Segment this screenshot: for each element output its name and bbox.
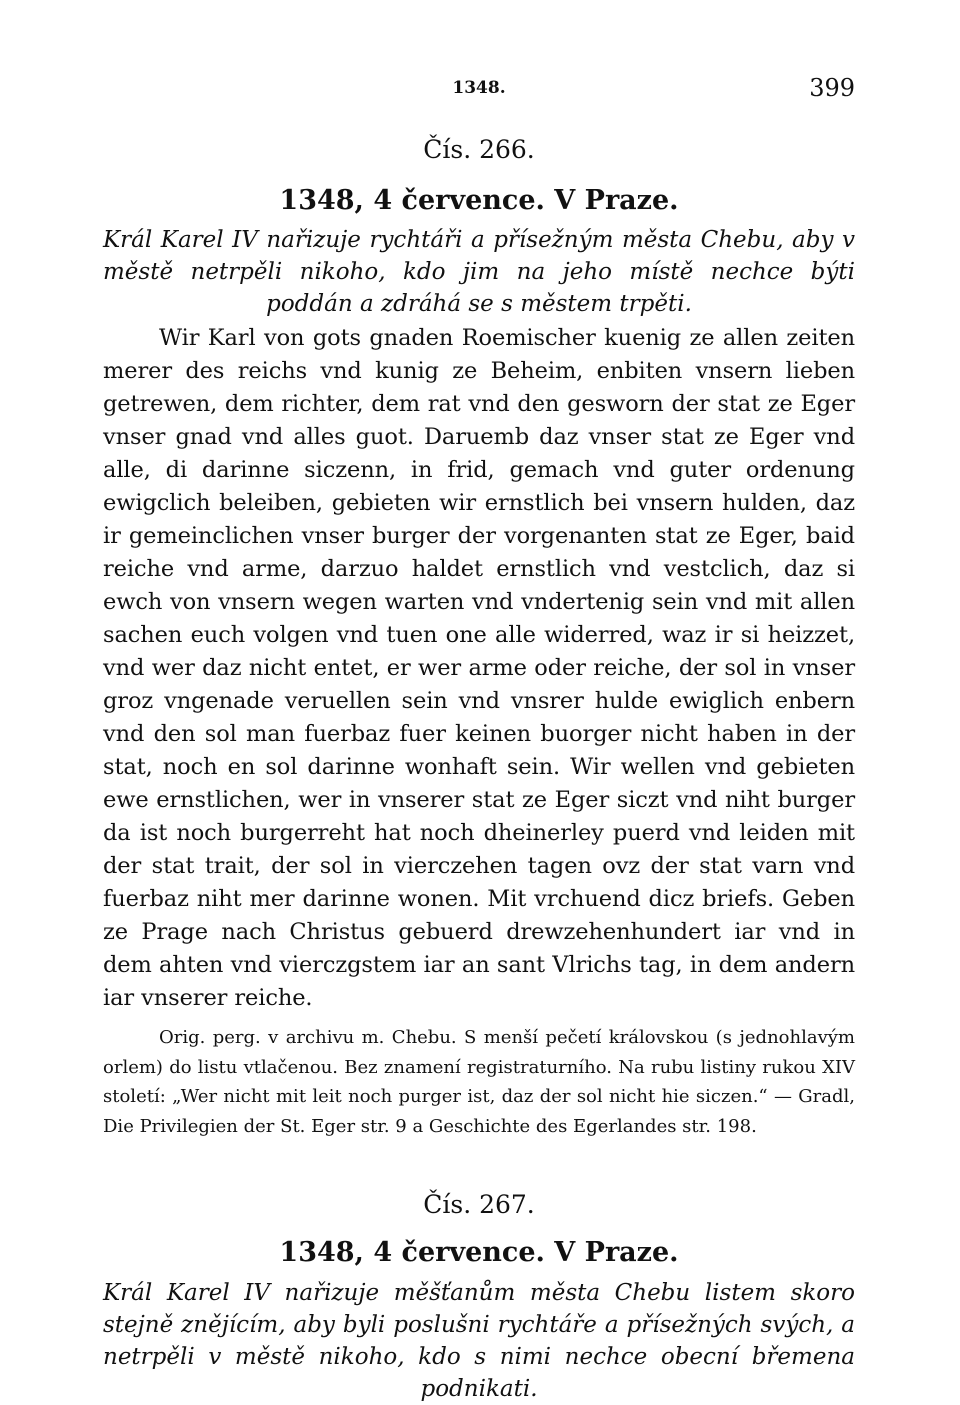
document-267 xyxy=(103,1187,855,1405)
regest-summary: Král Karel IV nařizuje rychtáři a přísežným města Chebu, aby v městě netrpěli nikoho, kdo jim na jeho místě nechce býti poddán a zdráhá se s městem trpěti. xyxy=(103,227,855,317)
page-number: 399 xyxy=(809,74,855,102)
book-page xyxy=(103,70,855,1405)
regest-summary: Král Karel IV nařizuje měšťanům města Chebu listem skoro stejně znějícím, aby byli poslušni rychtáře a přísežných svých, a netrpěli v městě nikoho, kdo s nimi nechce obecní břemena podnikati. xyxy=(103,1280,855,1402)
document-date-place: 1348, 4 července. V Praze. xyxy=(279,1237,679,1268)
running-header xyxy=(103,70,855,110)
document-number: Čís. 266. xyxy=(423,135,535,164)
document-266 xyxy=(103,132,855,1141)
archival-note: Orig. perg. v archivu m. Chebu. S menší pečetí královskou (s jednohlavým orlem) do listu vtlačenou. Bez znamení registraturního. Na rubu listiny rukou XIV století: „Wer nicht mit leit noch purger ist, daz der sol nicht hie siczen.“ — Gradl, Die Privilegien der St. Eger str. 9 a Geschichte des Egerlandes str. 198. xyxy=(103,1027,855,1137)
document-date-place: 1348, 4 července. V Praze. xyxy=(279,185,679,216)
running-year: 1348. xyxy=(452,78,506,98)
document-number: Čís. 267. xyxy=(423,1190,535,1219)
charter-text: Wir Karl von gots gnaden Roemischer kuenig ze allen zeiten merer des reichs vnd kunig ze Beheim, enbiten vnsern lieben getrewen, dem richter, dem rat vnd den gesworn der stat ze Eger vnser gnad vnd alles guot. Daruemb daz vnser stat ze Eger vnd alle, di darinne siczenn, in frid, gemach vnd guter ordenung ewigclich beleiben, gebieten wir ernstlich bei vnsern hulden, daz ir gemeinclichen vnser burger der vorgenanten stat ze Eger, baid reiche vnd arme, darzuo haldet ernstlich vnd vestclich, daz si ewch von vnsern wegen warten vnd vndertenig sein vnd mit allen sachen euch volgen vnd tuen one alle widerred, waz ir si heizzet, vnd wer daz nicht entet, er wer arme oder reiche, der sol in vnser groz vngenade veruellen sein vnd vnsrer hulde ewiglich enbern vnd den sol man fuerbaz fuer keinen buorger nicht haben in der stat, noch en sol darinne wonhaft sein. Wir wellen vnd gebieten ewe ernstlichen, wer in vnserer stat ze Eger siczt vnd niht burger da ist noch burgerreht hat noch dheinerley puerd vnd leiden mit der stat trait, der sol in vierczehen tagen ovz der stat varn vnd fuerbaz niht mer darinne wonen. Mit vrchuend dicz briefs. Geben ze Prage nach Christus gebuerd drewzehenhundert iar vnd in dem ahten vnd vierczgstem iar an sant Vlrichs tag, in dem andern iar vnserer reiche. xyxy=(103,325,855,1011)
